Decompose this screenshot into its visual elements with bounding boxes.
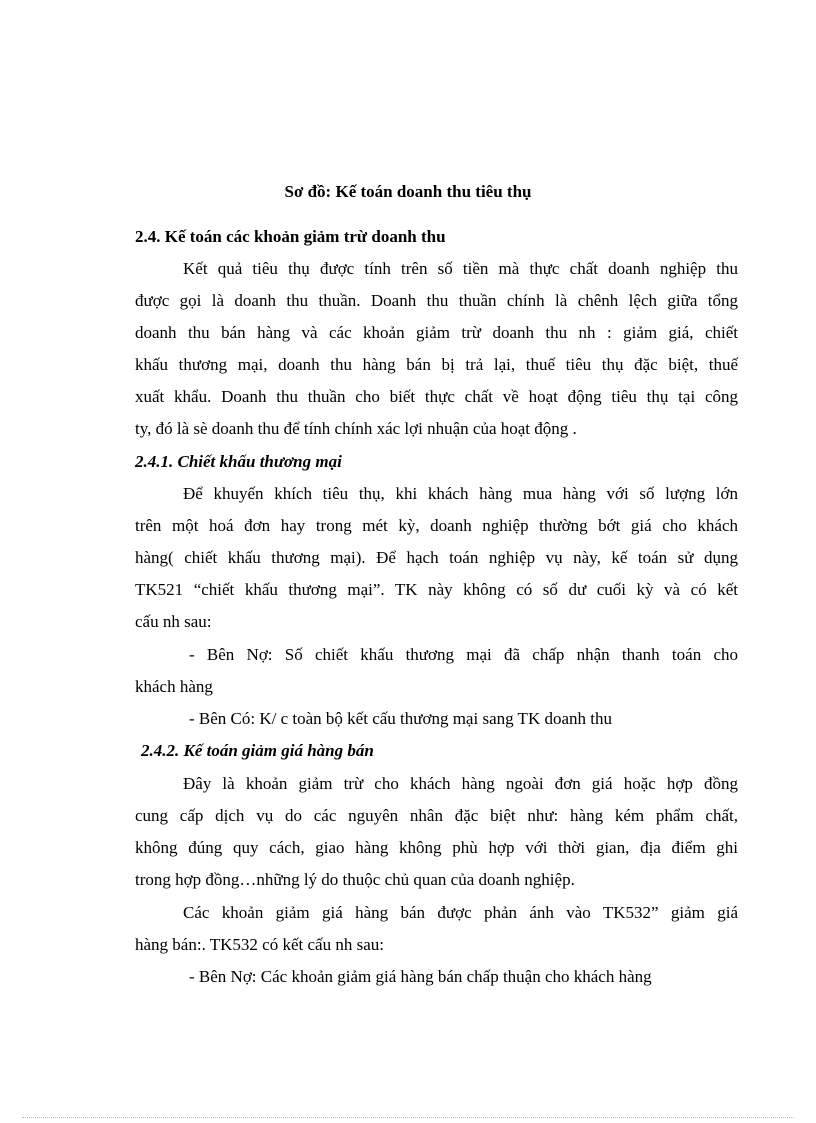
paragraph-line: Kết quả tiêu thụ được tính trên số tiền mà thực chất doanh nghiệp thu (183, 259, 738, 278)
credit-side-line: - Bên Có: K/ c toàn bộ kết cấu thương mại sang TK doanh thu (189, 709, 612, 728)
diagram-caption: Sơ đồ: Kế toán doanh thu tiêu thụ (284, 182, 532, 201)
paragraph-line: hàng bán:. TK532 có kết cấu nh sau: (135, 935, 384, 954)
debit-side-line: - Bên Nợ: Các khoản giảm giá hàng bán chấp thuận cho khách hàng (189, 967, 652, 986)
paragraph-line: xuất khẩu. Doanh thu thuần cho biết thực chất về hoạt động tiêu thụ tại công (135, 387, 738, 406)
paragraph-line: trong hợp đồng…những lý do thuộc chủ quan của doanh nghiệp. (135, 870, 575, 889)
paragraph-line: khấu thương mại, doanh thu hàng bán bị trả lại, thuế tiêu thụ đặc biệt, thuế (135, 355, 738, 374)
paragraph-line: Để khuyến khích tiêu thụ, khi khách hàng mua hàng với số lượng lớn (183, 484, 738, 503)
paragraph-line: không đúng quy cách, giao hàng không phù hợp với thời gian, địa điểm ghi (135, 838, 738, 857)
paragraph-line: Các khoản giảm giá hàng bán được phản ánh vào TK532” giảm giá (183, 903, 738, 922)
section-heading-2-4-2: 2.4.2. Kế toán giảm giá hàng bán (141, 741, 374, 760)
paragraph-line: cấu nh sau: (135, 612, 212, 631)
debit-side-line: khách hàng (135, 677, 213, 696)
paragraph-line: doanh thu bán hàng và các khoản giảm trừ doanh thu nh : giảm giá, chiết (135, 323, 738, 342)
paragraph-line: Đây là khoản giảm trừ cho khách hàng ngoài đơn giá hoặc hợp đồng (183, 774, 738, 793)
section-heading-2-4: 2.4. Kế toán các khoản giảm trừ doanh thu (135, 227, 446, 246)
paragraph-line: TK521 “chiết khấu thương mại”. TK này không có số dư cuối kỳ và có kết (135, 580, 738, 599)
debit-side-line: - Bên Nợ: Số chiết khấu thương mại đã chấp nhận thanh toán cho (189, 645, 738, 664)
paragraph-line: trên một hoá đơn hay trong mét kỳ, doanh nghiệp thường bớt giá cho khách (135, 516, 738, 535)
paragraph-line: cung cấp dịch vụ do các nguyên nhân đặc biệt như: hàng kém phẩm chất, (135, 806, 738, 825)
paragraph-line: ty, đó là sè doanh thu để tính chính xác lợi nhuận của hoạt động . (135, 419, 577, 438)
page-bottom-divider (22, 1117, 794, 1118)
paragraph-line: được gọi là doanh thu thuần. Doanh thu thuần chính là chênh lệch giữa tổng (135, 291, 738, 310)
paragraph-line: hàng( chiết khấu thương mại). Để hạch toán nghiệp vụ này, kế toán sử dụng (135, 548, 738, 567)
section-heading-2-4-1: 2.4.1. Chiết khấu thương mại (135, 452, 342, 471)
